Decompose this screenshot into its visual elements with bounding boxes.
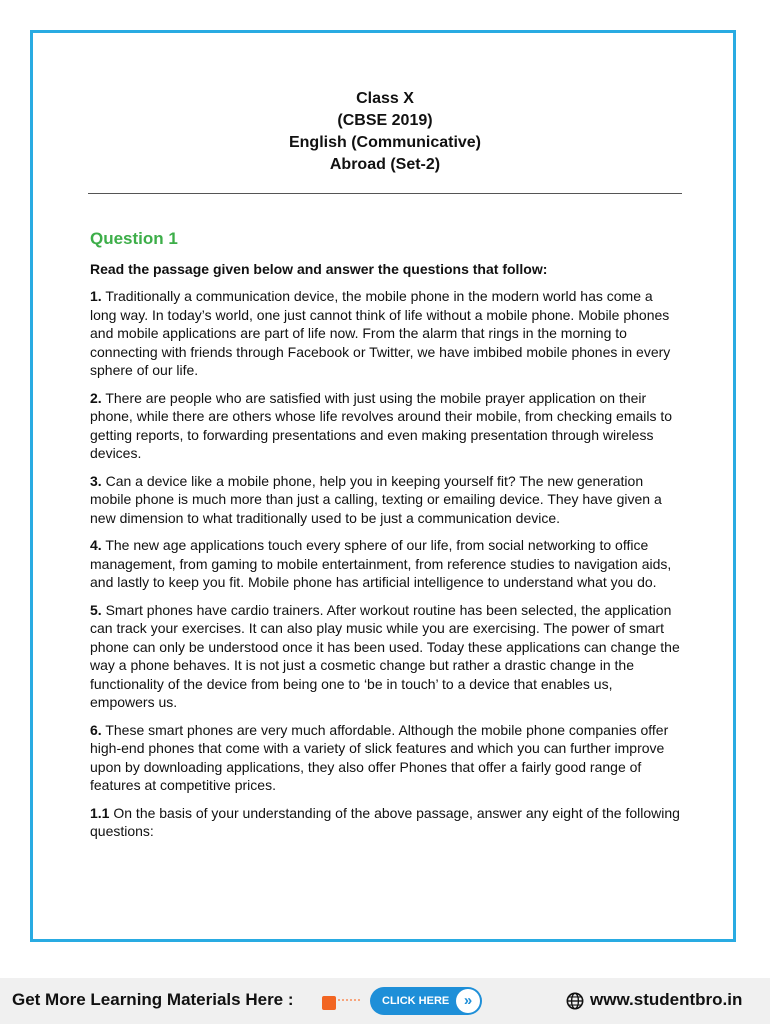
header-divider	[88, 193, 682, 194]
paragraph-text: Can a device like a mobile phone, help you in keeping yourself fit? The new generation mobile phone is much more than just a calling, texting or emailing device. They have given a new dimension to what traditionally used to be just a communication device.	[90, 472, 662, 526]
document-header	[0, 88, 770, 176]
double-chevron-icon: »	[456, 989, 480, 1013]
passage-paragraph	[90, 472, 680, 528]
sub-question	[90, 804, 680, 841]
website-link[interactable]: www.studentbro.in	[590, 990, 743, 1009]
paragraph-text: Traditionally a communication device, the mobile phone in the modern world has come a long way. In today’s world, one just cannot think of life without a mobile phone. Mobile phones and mobile applications are part of life now. From the alarm that rings in the morning to connecting with friends through Facebook or Twitter, we have imbibed mobile phones in every sphere of our life.	[90, 288, 671, 378]
paragraph-number: 5.	[90, 601, 102, 618]
pointer-trail-icon	[338, 999, 360, 1009]
paragraph-number: 3.	[90, 472, 102, 489]
pointer-icon	[322, 996, 336, 1010]
passage-paragraph	[90, 721, 680, 795]
passage-paragraph	[90, 287, 680, 380]
sub-question-number: 1.1	[90, 804, 110, 821]
set-title: Abroad (Set-2)	[329, 156, 441, 173]
passage-paragraph	[90, 536, 680, 592]
exam-year: (CBSE 2019)	[337, 112, 433, 129]
class-title: Class X	[356, 90, 414, 107]
sub-question-text: On the basis of your understanding of the above passage, answer any eight of the following questions:	[90, 804, 680, 839]
paragraph-text: There are people who are satisfied with just using the mobile prayer application on their phone, while there are others whose life revolves around their mobile, from checking emails to getting reports, to forwarding presentations and even making presentation through wireless devices.	[90, 389, 673, 461]
footer-banner	[0, 978, 770, 1024]
paragraph-number: 2.	[90, 389, 102, 406]
paragraph-text: Smart phones have cardio trainers. After workout routine has been selected, the application can track your exercises. It can also play music while you are exercising. The power of smart phone can only be understood once it has been used. Today these applications can change the way a phone behaves. It is not just a cosmetic change but rather a drastic change in the functionality of the device from being one to ‘be in touch’ to a device that enables us, empowers us.	[90, 601, 680, 710]
paragraph-number: 6.	[90, 721, 102, 738]
question-instruction: Read the passage given below and answer the questions that follow:	[90, 260, 548, 277]
paragraph-number: 1.	[90, 288, 102, 304]
promo-text: Get More Learning Materials Here :	[12, 990, 294, 1009]
paragraph-text: The new age applications touch every sphere of our life, from social networking to office management, from gaming to mobile entertainment, from reference studies to navigation aids, and lastly to keep you fit. Mobile phone has artificial intelligence to understand what you do.	[90, 537, 672, 590]
paragraph-number: 4.	[90, 537, 102, 553]
question-title: Question 1	[90, 229, 178, 248]
click-here-button[interactable]	[370, 987, 482, 1015]
paragraph-text: These smart phones are very much affordable. Although the mobile phone companies offer high-end phones that come with a variety of slick features and which you can further improve upon by downloading applications, they also offer Phones that offer a fairly good range of features at competitive prices.	[90, 721, 669, 793]
subject-title: English (Communicative)	[288, 134, 482, 151]
question-section	[90, 230, 680, 850]
passage-paragraph	[90, 601, 680, 712]
click-here-label: CLICK HERE	[382, 995, 450, 1007]
globe-icon	[566, 992, 584, 1010]
passage-paragraph	[90, 389, 680, 463]
